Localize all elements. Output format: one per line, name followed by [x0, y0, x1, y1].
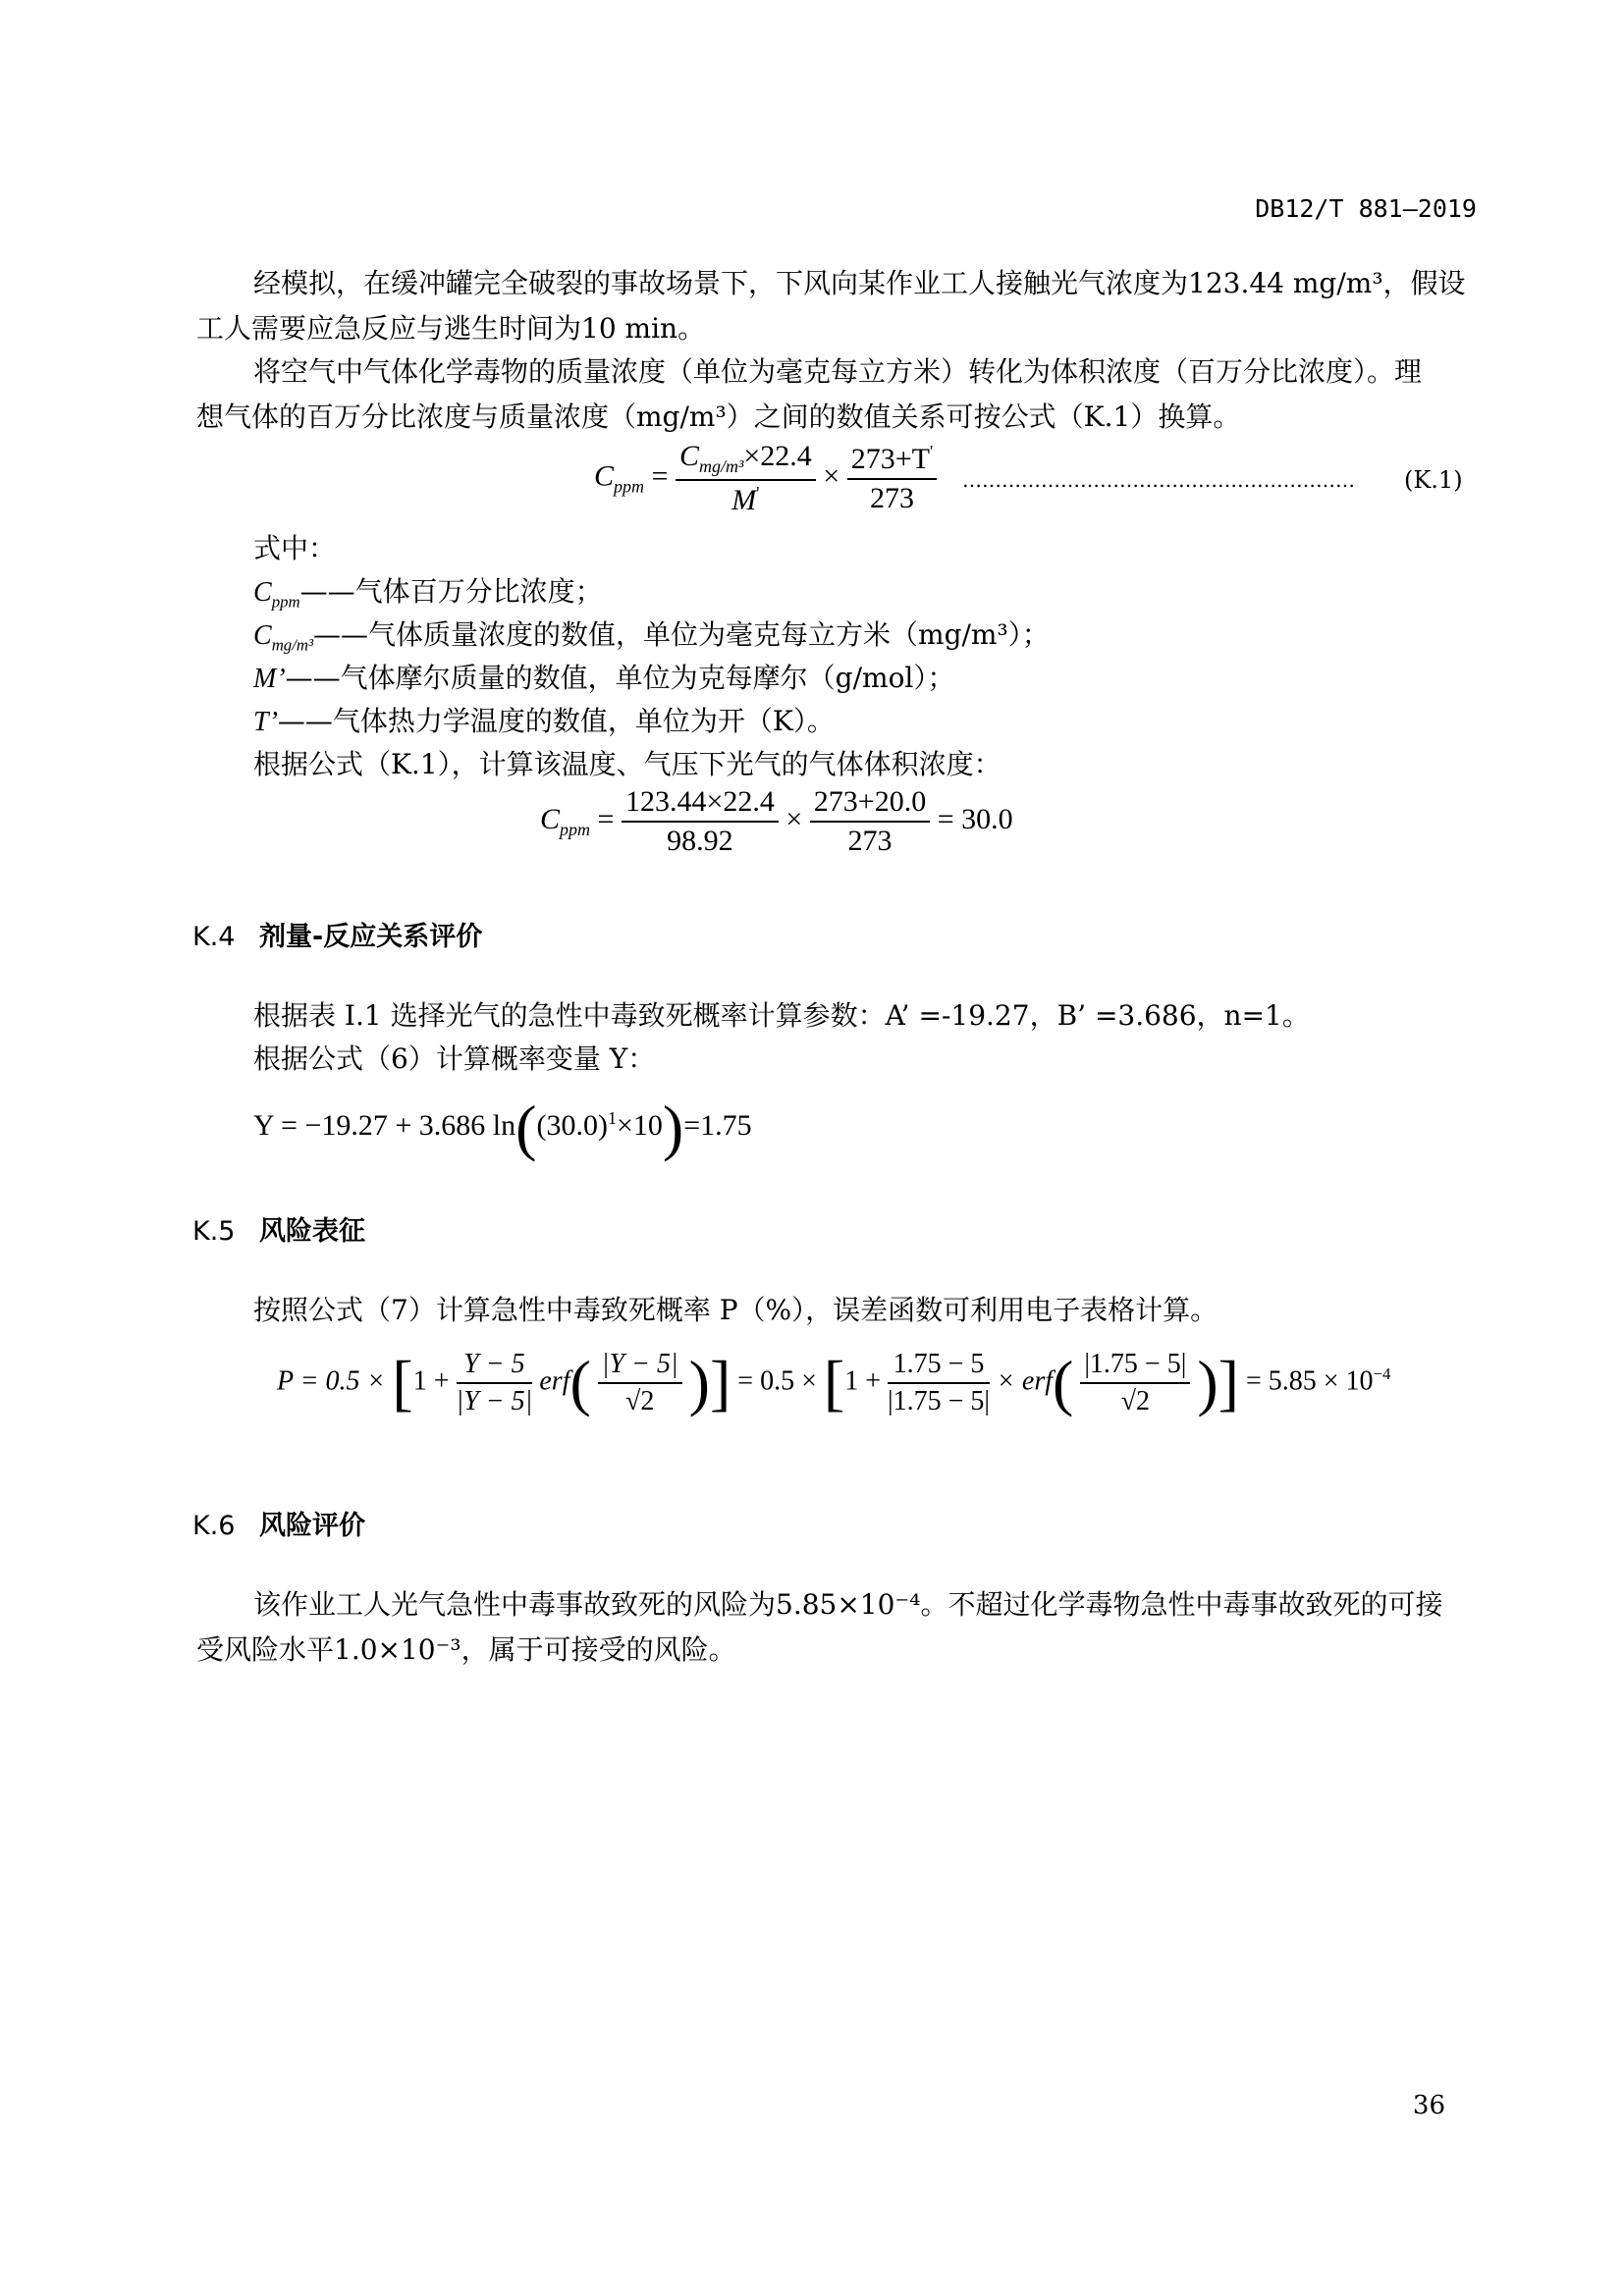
- section-heading-k4: K.4 剂量-反应关系评价: [192, 922, 483, 952]
- formula-k1-tag: (K.1): [1404, 466, 1463, 494]
- k5-line1: 按照公式（7）计算急性中毒致死概率 P（%），误差函数可利用电子表格计算。: [253, 1294, 1218, 1326]
- para2-line2: 想气体的百万分比浓度与质量浓度（mg/m³）之间的数值关系可按公式（K.1）换算。: [196, 400, 1241, 433]
- para1-line1: 经模拟，在缓冲罐完全破裂的事故场景下，下风向某作业工人接触光气浓度为123.44 mg/m³，假设: [253, 267, 1466, 299]
- formula-y: Y = −19.27 + 3.686 $\ln((30.0)^1\times 10)=1.75$: [253, 1093, 752, 1162]
- document-id: DB12/T 881—2019: [1255, 194, 1477, 223]
- where-label: 式中：: [253, 532, 337, 564]
- formula-k1: $C_{ppm}$ = $\frac{C_{mg/m^3}\times 22.4}{M'}$ × $\frac{273+T'}{273}$: [594, 440, 937, 517]
- k6-line1: 该作业工人光气急性中毒事故致死的风险为5.85×10⁻⁴。不超过化学毒物急性中毒事故致死的可接: [253, 1588, 1443, 1621]
- def-t: T’——气体热力学温度的数值，单位为开（K）。: [253, 705, 835, 737]
- def-cmg: $C_{mg/m^3}——$气体质量浓度的数值，单位为毫克每立方米（mg/m³）；: [253, 618, 1050, 655]
- formula-calc: $C_{ppm}$ = $\frac{123.44\times 22.4}{98.92}$ × $\frac{273+20.0}{273}$ = 30.0: [540, 785, 1013, 857]
- formula-p: P = 0.5 × [1 + $\frac{Y - 5}{|Y - 5|}$ erf( $\frac{|Y - 5|}{√2}$ )] = 0.5 × [1 + $\frac{1.75 - 5}{|1.75 - 5|}$ × erf( $\frac{|1.75 - 5|}{√2}$ )] = $5.85 \times 10^{-4}$: [277, 1348, 1391, 1417]
- def-cppm: $C_{ppm}——$气体百万分比浓度；: [253, 575, 603, 612]
- k6-line2: 受风险水平1.0×10⁻³，属于可接受的风险。: [196, 1633, 736, 1666]
- calc-intro: 根据公式（K.1），计算该温度、气压下光气的气体体积浓度：: [253, 748, 1001, 780]
- k4-line2: 根据公式（6）计算概率变量 Y：: [253, 1042, 656, 1075]
- section-heading-k6: K.6 风险评价: [192, 1511, 365, 1541]
- page-number: 36: [1412, 2091, 1445, 2120]
- def-m: M’——气体摩尔质量的数值，单位为克每摩尔（g/mol）；: [253, 662, 955, 694]
- para2-line1: 将空气中气体化学毒物的质量浓度（单位为毫克每立方米）转化为体积浓度（百万分比浓度）。理: [253, 355, 1423, 388]
- k4-line1: 根据表 I.1 选择光气的急性中毒致死概率计算参数：A’ =-19.27，B’ =3.686，n=1。: [253, 999, 1310, 1032]
- para1-line2: 工人需要应急反应与逃生时间为10 min。: [196, 312, 706, 345]
- formula-k1-leader: ……………………………………………………: [962, 468, 1355, 492]
- section-heading-k5: K.5 风险表征: [192, 1216, 365, 1247]
